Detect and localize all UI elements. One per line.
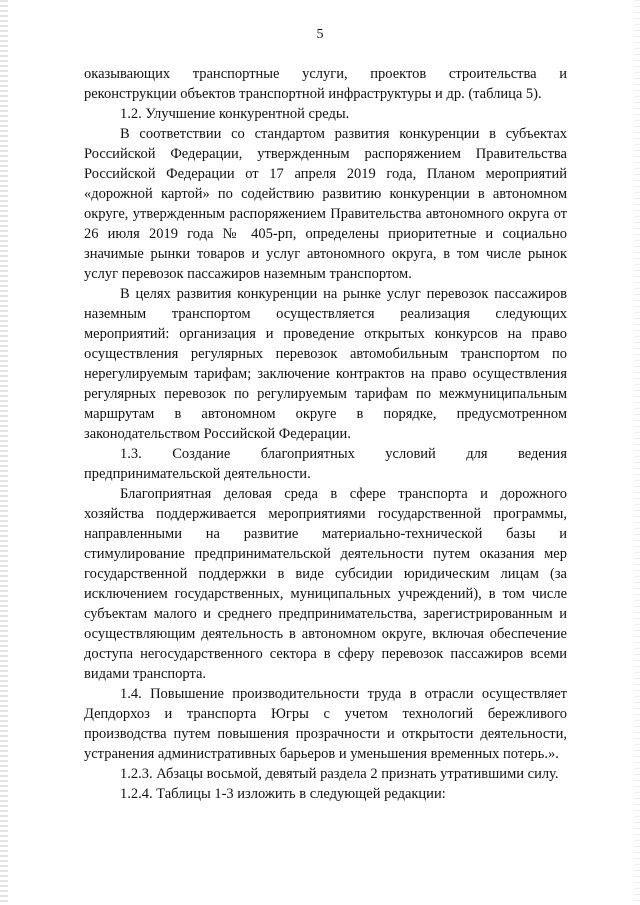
- document-body: [84, 64, 567, 804]
- scan-edge-left: [0, 0, 8, 905]
- page-number: 5: [316, 27, 324, 42]
- paragraph-competition-measures: В целях развития конкуренции на рынке услуг перевозок пассажиров наземным транспортом осуществляется реализация следующих мероприятий: организация и проведение открытых конкурсов на право осуществления регулярных перевозок автомобильным транспортом по нерегулируемым тарифам; заключение контрактов на право осуществления регулярных перевозок по регулируемым тарифам по межмуниципальным маршрутам в автономном округе в порядке, предусмотренном законодательством Российской Федерации.: [84, 286, 567, 442]
- paragraph-amendment-1-2-3: 1.2.3. Абзацы восьмой, девятый раздела 2 признать утратившими силу.: [120, 766, 559, 782]
- paragraph-productivity: 1.4. Повышение производительности труда в отрасли осуществляет Депдорхоз и транспорта Югры с учетом технологий бережливого производства путем повышения прозрачности и открытости деятельности, устранения административных барьеров и уменьшения временных потерь.».: [84, 686, 567, 762]
- paragraph-business-environment: Благоприятная деловая среда в сфере транспорта и дорожного хозяйства поддерживается мероприятиями государственной программы, направленными на развитие материально-технической базы и стимулирование предпринимательской деятельности путем оказания мер государственной поддержки в виде субсидии юридическим лицам (за исключением государственных, муниципальных учреждений), в том числе субъектам малого и среднего предпринимательства, зарегистрированным и осуществляющим деятельность в автономном округе, включая обеспечение доступа негосударственного сектора в сферу перевозок пассажиров всеми видами транспорта.: [84, 486, 567, 682]
- section-heading-1-2: 1.2. Улучшение конкурентной среды.: [120, 106, 350, 122]
- section-heading-1-3: 1.3. Создание благоприятных условий для ведения предпринимательской деятельности.: [84, 446, 567, 482]
- paragraph-competition-standard: В соответствии со стандартом развития конкуренции в субъектах Российской Федерации, утвержденным распоряжением Правительства Российской Федерации от 17 апреля 2019 года, Планом мероприятий «дорожной картой» по содействию развитию конкуренции в автономном округе, утвержденным распоряжением Правительства автономного округа от 26 июля 2019 года № 405-рп, определены приоритетные и социально значимые рынки товаров и услуг автономного округа, в том числе рынок услуг перевозок пассажиров наземным транспортом.: [84, 126, 567, 282]
- scan-edge-right: [634, 0, 640, 905]
- paragraph-amendment-1-2-4: 1.2.4. Таблицы 1-3 изложить в следующей редакции:: [120, 786, 446, 802]
- paragraph-continuation: оказывающих транспортные услуги, проектов строительства и реконструкции объектов транспортной инфраструктуры и др. (таблица 5).: [84, 66, 567, 102]
